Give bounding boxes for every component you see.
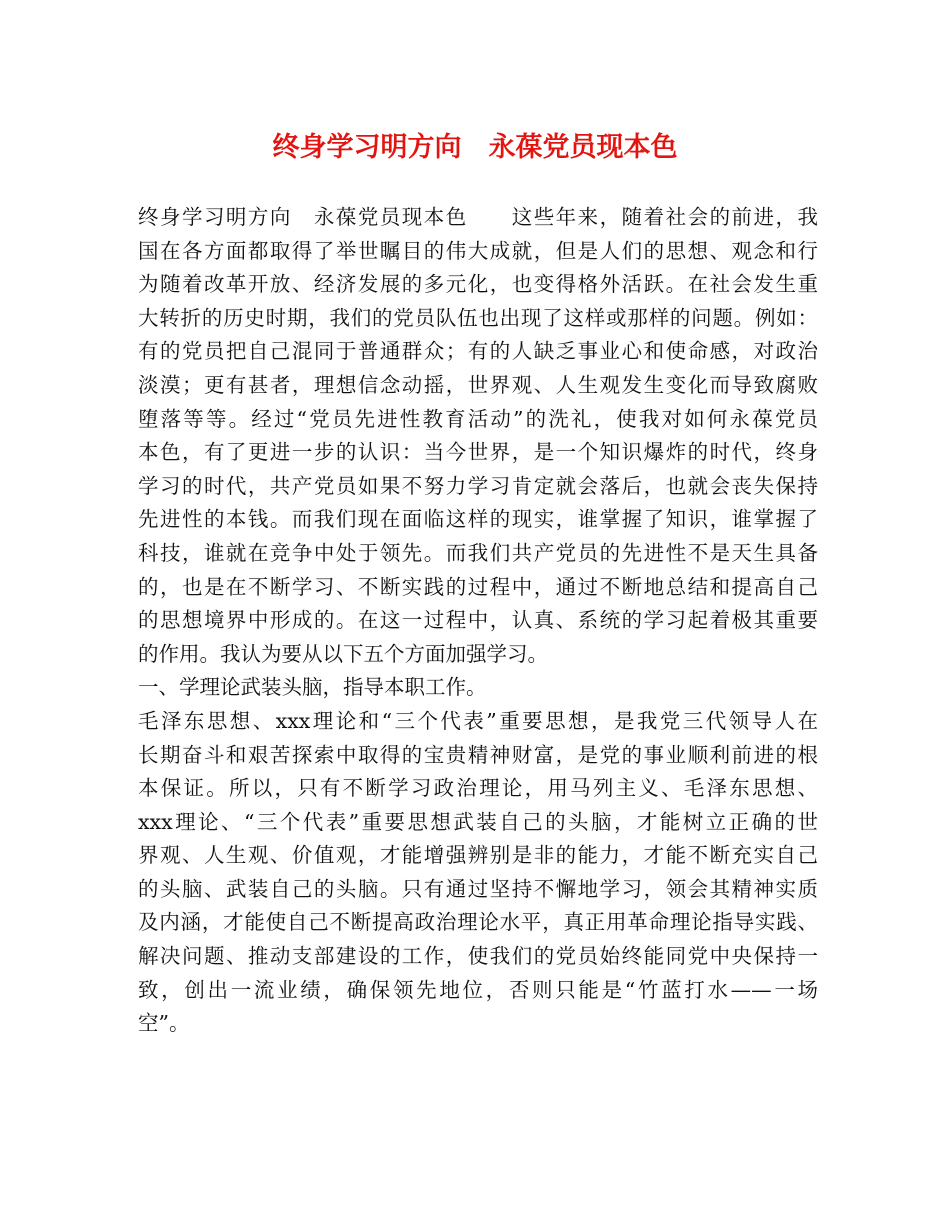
body-line: 学习的时代，共产党员如果不努力学习肯定就会落后，也就会丧失保持 [138,473,818,498]
body-line: 有的党员把自己混同于普通群众；有的人缺乏事业心和使命感，对政治 [138,339,818,364]
body-line: 长期奋斗和艰苦探索中取得的宝贵精神财富，是党的事业顺利前进的根 [138,742,818,767]
body-line: 国在各方面都取得了举世瞩目的伟大成就，但是人们的思想、观念和行 [138,238,818,263]
body-line: 的思想境界中形成的。在这一过程中，认真、系统的学习起着极其重要 [138,608,818,633]
body-line: 致，创出一流业绩，确保领先地位，否则只能是“竹蓝打水——一场 [138,977,818,1002]
body-line: 的作用。我认为要从以下五个方面加强学习。 [138,641,548,666]
body-line: 空”。 [138,1011,190,1036]
body-line: 终身学习明方向 永葆党员现本色 这些年来，随着社会的前进，我 [138,205,818,229]
body-line: 界观、人生观、价值观，才能增强辨别是非的能力，才能不断充实自己 [138,843,818,868]
body-line: 毛泽东思想、xxx理论和“三个代表”重要思想，是我党三代领导人在 [138,708,818,733]
body-line: 大转折的历史时期，我们的党员队伍也出现了这样或那样的问题。例如： [138,305,818,330]
body-line: 堕落等等。经过“党员先进性教育活动”的洗礼，使我对如何永葆党员 [138,406,818,431]
body-line: 的头脑、武装自己的头脑。只有通过坚持不懈地学习，领会其精神实质 [138,876,818,901]
body-line: 解决问题、推动支部建设的工作，使我们的党员始终能同党中央保持一 [138,944,818,969]
body-line: 本保证。所以，只有不断学习政治理论，用马列主义、毛泽东思想、 [138,776,818,801]
body-line: 为随着改革开放、经济发展的多元化，也变得格外活跃。在社会发生重 [138,272,818,297]
document-body [138,201,818,1041]
body-line: 一、学理论武装头脑，指导本职工作。 [138,675,487,700]
body-line: 先进性的本钱。而我们现在面临这样的现实，谁掌握了知识，谁掌握了 [138,507,818,532]
document-title: 终身学习明方向 永葆党员现本色 [272,132,678,163]
body-line: 本色，有了更进一步的认识：当今世界，是一个知识爆炸的时代，终身 [138,440,818,465]
body-line: xxx理论、“三个代表”重要思想武装自己的头脑，才能树立正确的世 [138,809,818,834]
body-line: 淡漠；更有甚者，理想信念动摇，世界观、人生观发生变化而导致腐败 [138,372,818,397]
body-line: 及内涵，才能使自己不断提高政治理论水平，真正用革命理论指导实践、 [138,910,818,935]
body-line: 科技，谁就在竞争中处于领先。而我们共产党员的先进性不是天生具备 [138,540,818,565]
body-line: 的，也是在不断学习、不断实践的过程中，通过不断地总结和提高自己 [138,574,818,599]
